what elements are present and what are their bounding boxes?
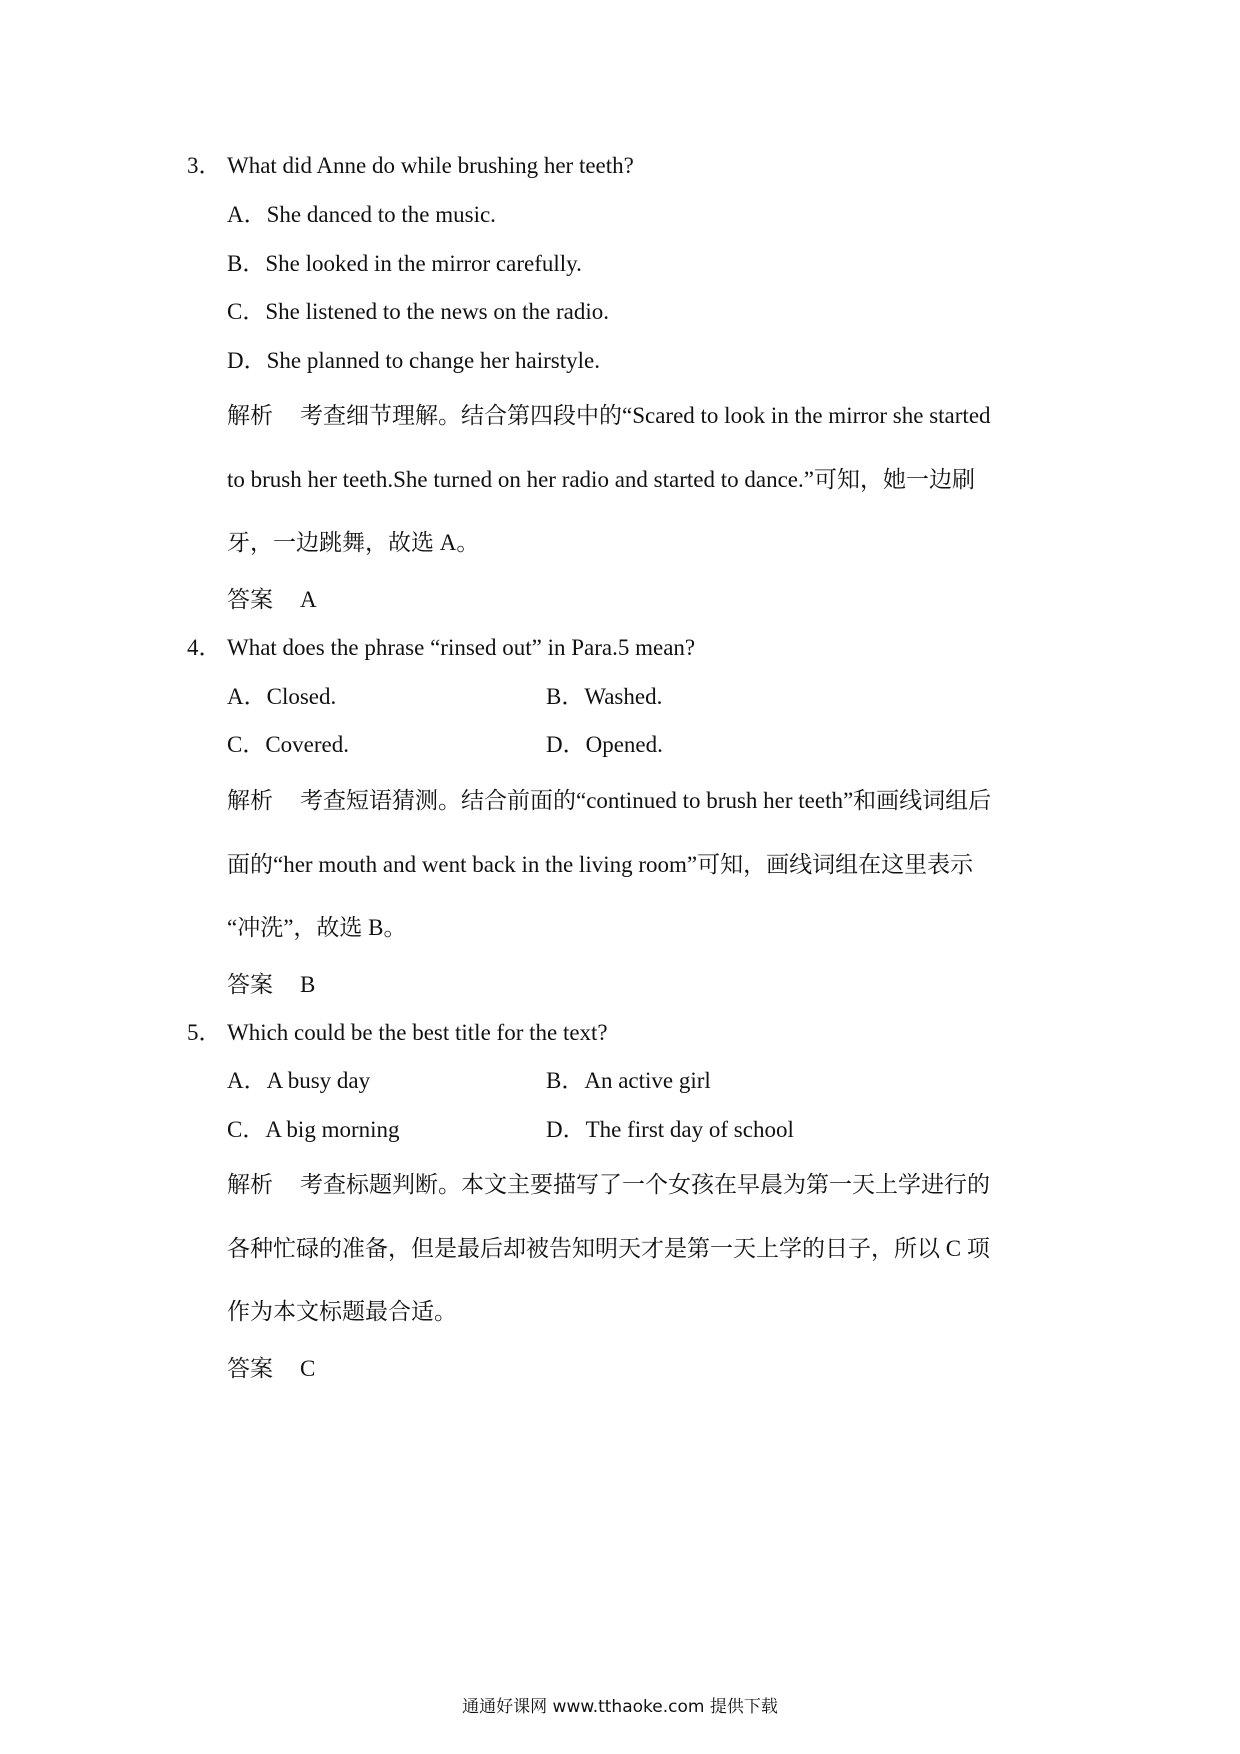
question-number: 4． [187, 635, 222, 660]
option-d: D．She planned to change her hairstyle. [227, 348, 600, 373]
analysis-line: to brush her teeth.She turned on her radio and started to dance.”可知，她一边刷 [227, 467, 975, 492]
analysis-line: 面的“her mouth and went back in the living room”可知，画线词组在这里表示 [227, 852, 974, 877]
analysis-line: 牙，一边跳舞，故选 A。 [227, 530, 480, 555]
question-text: Which could be the best title for the text? [227, 1020, 608, 1045]
answer-label: 答案 [227, 587, 273, 612]
option-a: A．Closed. [227, 684, 337, 709]
option-c: C．Covered. [227, 732, 350, 757]
question-text: What did Anne do while brushing her teeth? [227, 153, 634, 178]
option-c: C．A big morning [227, 1117, 400, 1142]
analysis-label: 解析 [227, 788, 273, 813]
analysis-label: 解析 [227, 403, 273, 428]
analysis-line: “冲洗”，故选 B。 [227, 915, 407, 940]
analysis-label: 解析 [227, 1172, 273, 1197]
option-d: D．The first day of school [546, 1117, 794, 1142]
analysis-line: 考查标题判断。本文主要描写了一个女孩在早晨为第一天上学进行的 [300, 1172, 990, 1197]
answer-value: C [300, 1356, 316, 1381]
answer-label: 答案 [227, 972, 273, 997]
page-footer: 通通好课网 www.tthaoke.com 提供下载 [462, 1697, 778, 1717]
option-c: C．She listened to the news on the radio. [227, 299, 609, 324]
analysis-line: 作为本文标题最合适。 [227, 1299, 457, 1324]
answer-value: B [300, 972, 316, 997]
question-text: What does the phrase “rinsed out” in Para.5 mean? [227, 635, 696, 660]
option-b: B．She looked in the mirror carefully. [227, 251, 582, 276]
option-d: D．Opened. [546, 732, 663, 757]
question-number: 5． [187, 1020, 222, 1045]
analysis-line: 各种忙碌的准备，但是最后却被告知明天才是第一天上学的日子，所以 C 项 [227, 1236, 990, 1261]
option-b: B．An active girl [546, 1068, 711, 1093]
question-number: 3． [187, 153, 222, 178]
option-b: B．Washed. [546, 684, 663, 709]
option-a: A．A busy day [227, 1068, 371, 1093]
answer-value: A [300, 587, 317, 612]
answer-label: 答案 [227, 1356, 273, 1381]
option-a: A．She danced to the music. [227, 202, 496, 227]
analysis-line: 考查短语猜测。结合前面的“continued to brush her teeth”和画线词组后 [300, 788, 992, 813]
analysis-line: 考查细节理解。结合第四段中的“Scared to look in the mirror she started [300, 403, 991, 428]
